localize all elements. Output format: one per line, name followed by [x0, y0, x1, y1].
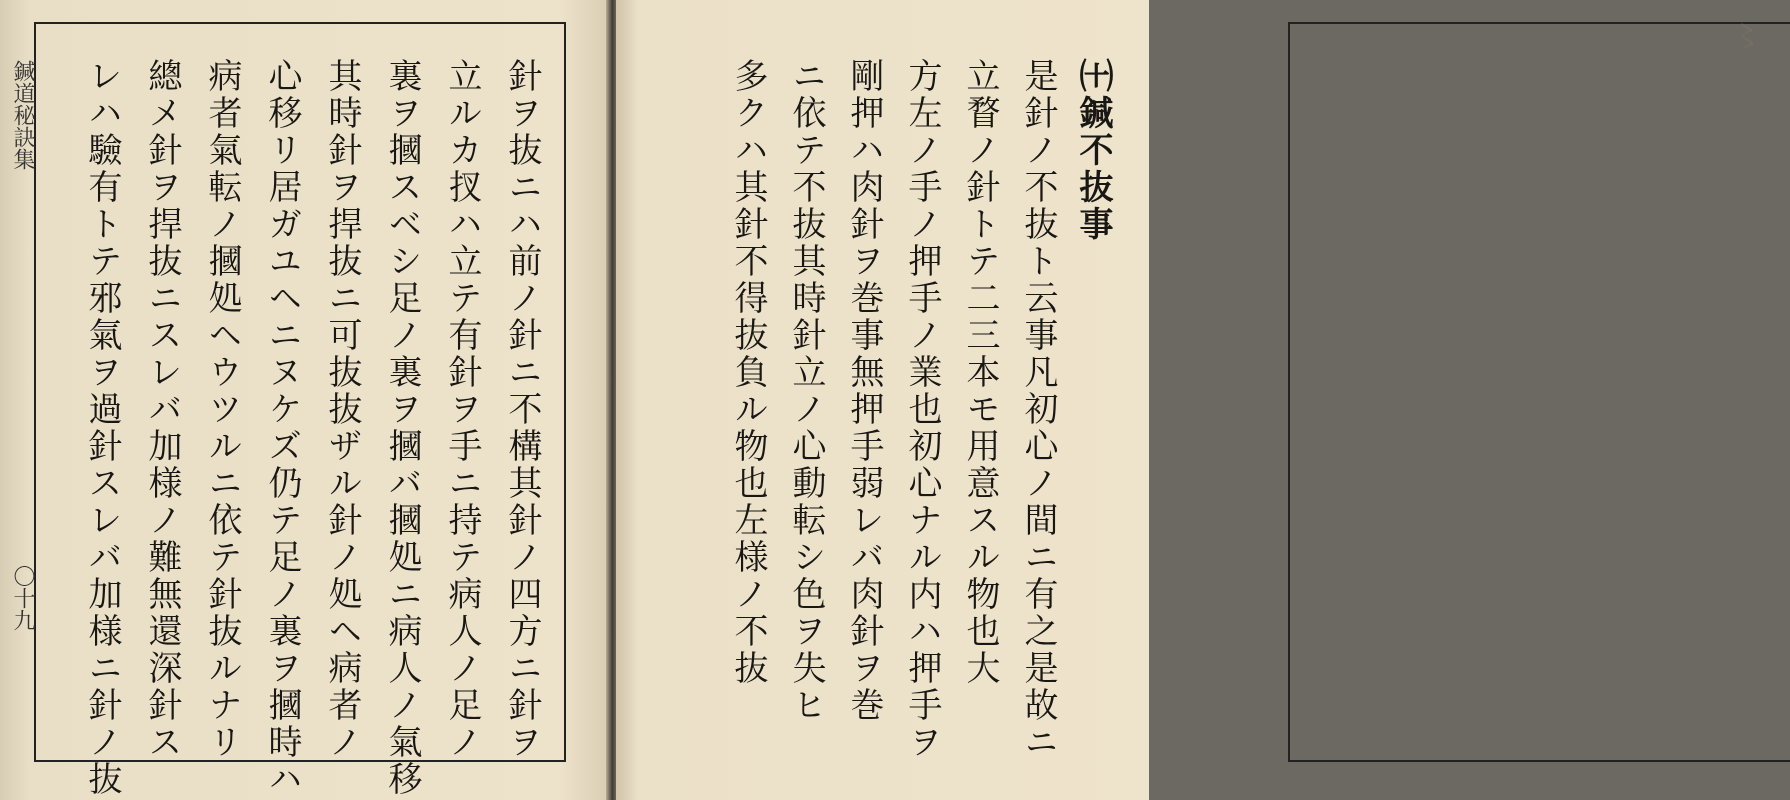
- text-column: 方左ノ手ノ押手ノ業也初心ナル内ハ押手ヲ: [902, 58, 942, 761]
- left-page: [0, 0, 610, 800]
- text-column: 其時針ヲ捍抜ニ可抜抜ザル針ノ処ヘ病者ノ: [322, 58, 362, 761]
- text-column: 剛押ハ肉針ヲ巻事無押手弱レバ肉針ヲ巻: [844, 58, 884, 724]
- text-column: 總メ針ヲ捍抜ニスレバ加様ノ難無還深針ス: [142, 58, 182, 761]
- text-column: ニ依テ不抜其時針立ノ心動転シ色ヲ失ヒ: [786, 58, 826, 724]
- text-column: レハ驗有トテ邪氣ヲ過針スレバ加様ニ針ノ抜: [82, 58, 122, 798]
- text-column: 心移リ居ガユヘニヌケズ仍テ足ノ裏ヲ摑時ハ: [262, 58, 302, 798]
- section-heading: ㈩鍼不抜事: [1073, 58, 1113, 243]
- bleed-through-text: 〻: [1726, 20, 1761, 50]
- text-column: 立瞀ノ針トテ二三本モ用意スル物也大: [960, 58, 1000, 687]
- margin-title: 鍼道秘訣集: [10, 60, 35, 170]
- text-column: 裏ヲ摑スベシ足ノ裏ヲ摑バ摑処ニ病人ノ氣移: [382, 58, 422, 798]
- text-column: 立ルカ扠ハ立テ有針ヲ手ニ持テ病人ノ足ノ: [442, 58, 482, 761]
- right-text-frame: [1288, 22, 1790, 762]
- text-column: 針ヲ抜ニハ前ノ針ニ不構其針ノ四方ニ針ヲ: [502, 58, 542, 761]
- text-column: 多クハ其針不得抜負ル物也左様ノ不抜: [728, 58, 768, 687]
- right-page: [616, 0, 1761, 800]
- page-number: 〇十九: [10, 565, 35, 631]
- text-column: 病者氣転ノ摑処ヘウツルニ依テ針抜ルナリ: [202, 58, 242, 761]
- text-column: 是針ノ不抜ト云事凡初心ノ間ニ有之是故ニ: [1018, 58, 1058, 761]
